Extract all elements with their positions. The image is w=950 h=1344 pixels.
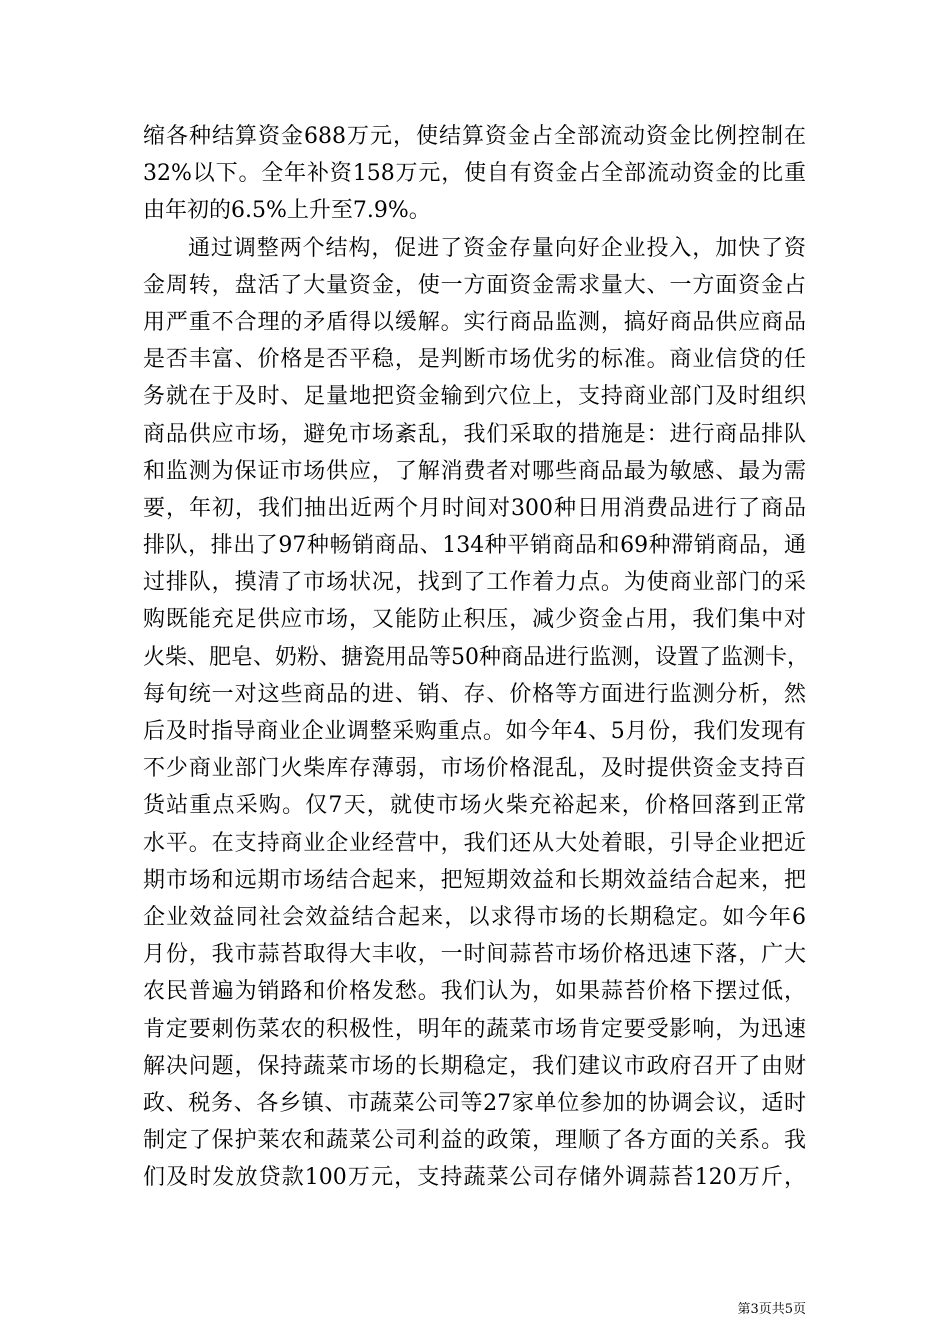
text-line: 由年初的6.5%上升至7.9%。	[143, 198, 431, 224]
text-line: 后及时指导商业企业调整采购重点。如今年4、5月份，我们发现有	[143, 719, 806, 744]
text-line: 肯定要刺伤菜农的积极性，明年的蔬菜市场肯定要受影响，为迅速	[143, 1016, 806, 1042]
text-line: 不少商业部门火柴库存薄弱，市场价格混乱，及时提供资金支持百	[143, 756, 806, 782]
text-line: 水平。在支持商业企业经营中，我们还从大处着眼，引导企业把近	[143, 830, 806, 856]
text-line: 通过调整两个结构，促进了资金存量向好企业投入，加快了资	[188, 235, 806, 261]
text-line: 是否丰富、价格是否平稳，是判断市场优劣的标准。商业信贷的任	[143, 347, 806, 373]
text-line: 每旬统一对这些商品的进、销、存、价格等方面进行监测分析，然	[143, 681, 806, 707]
document-body	[143, 118, 809, 1196]
text-line: 务就在于及时、足量地把资金输到穴位上，支持商业部门及时组织	[143, 384, 806, 410]
paragraph-2	[143, 230, 809, 1197]
paragraph-1	[143, 118, 806, 230]
text-line: 用严重不合理的矛盾得以缓解。实行商品监测，搞好商品供应商品	[143, 309, 806, 335]
text-line: 排队，排出了97种畅销商品、134种平销商品和69种滞销商品，通	[143, 533, 806, 559]
text-line: 要，年初，我们抽出近两个月时间对300种日用消费品进行了商品	[143, 495, 806, 521]
text-line: 们及时发放贷款100万元，支持蔬菜公司存储外调蒜苔120万斤，	[143, 1165, 806, 1191]
text-line: 火柴、肥皂、奶粉、搪瓷用品等50种商品进行监测，设置了监测卡，	[143, 644, 809, 670]
text-line: 货站重点采购。仅7天，就使市场火柴充裕起来，价格回落到正常	[143, 793, 806, 819]
text-line: 金周转，盘活了大量资金，使一方面资金需求量大、一方面资金占	[143, 272, 806, 298]
text-line: 制定了保护莱农和蔬菜公司利益的政策，理顺了各方面的关系。我	[143, 1128, 806, 1154]
text-line: 和监测为保证市场供应，了解消费者对哪些商品最为敏感、最为需	[143, 458, 806, 484]
text-line: 32%以下。全年补资158万元，使自有资金占全部流动资金的比重	[143, 161, 806, 187]
text-line: 商品供应市场，避免市场紊乱，我们采取的措施是：进行商品排队	[143, 421, 806, 447]
page-number: 第3页共5页	[737, 1302, 806, 1317]
text-line: 过排队，摸清了市场状况，找到了工作着力点。为使商业部门的采	[143, 570, 806, 596]
text-line: 解决问题，保持蔬菜市场的长期稳定，我们建议市政府召开了由财	[143, 1053, 806, 1079]
text-line: 农民普遍为销路和价格发愁。我们认为，如果蒜苔价格下摆过低，	[143, 979, 806, 1005]
text-line: 期市场和远期市场结合起来，把短期效益和长期效益结合起来，把	[143, 867, 806, 893]
text-line: 月份，我市蒜苔取得大丰收，一时间蒜苔市场价格迅速下落，广大	[143, 942, 806, 968]
text-line: 政、税务、各乡镇、市蔬菜公司等27家单位参加的协调会议，适时	[143, 1090, 806, 1116]
text-line: 企业效益同社会效益结合起来，以求得市场的长期稳定。如今年6	[143, 904, 806, 930]
text-line: 购既能充足供应市场，又能防止积压，减少资金占用，我们集中对	[143, 607, 806, 633]
text-line: 缩各种结算资金688万元，使结算资金占全部流动资金比例控制在	[143, 124, 806, 149]
